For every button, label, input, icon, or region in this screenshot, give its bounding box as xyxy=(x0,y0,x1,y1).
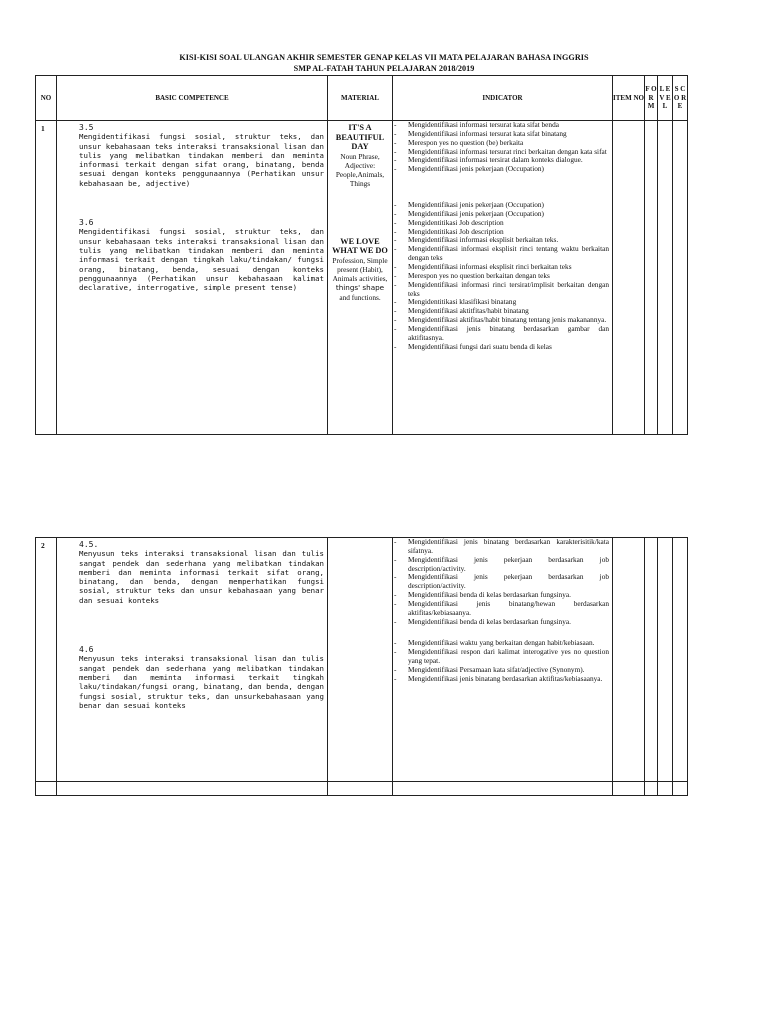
header-row xyxy=(36,76,688,121)
row-number: 1 xyxy=(36,121,57,435)
indicator-item: - Merespon yes no question berkaitan dengan teks xyxy=(393,272,609,281)
document-title: KISI-KISI SOAL ULANGAN AKHIR SEMESTER GENAP KELAS VII MATA PELAJARAN BAHASA INGGRIS xyxy=(179,53,589,62)
indicator-item: - Mengidentifikasi jenis binatang/hewan berdasarkan aktifitas/kebiasaanya. xyxy=(393,600,609,618)
document-subtitle: SMP AL-FATAH TAHUN PELAJARAN 2018/2019 xyxy=(293,64,475,73)
indicator-item: - Mengidentifikasi informasi tersurat kata sifat binatang xyxy=(393,130,609,139)
material-cell xyxy=(328,538,393,782)
header-no: NO xyxy=(36,76,57,121)
table-row-empty xyxy=(36,782,688,796)
indicator-item: - Mengidentifikasi respon dari kalimat interogative yes no question yang tepat. xyxy=(393,648,609,666)
level-cell xyxy=(658,538,673,782)
score-cell xyxy=(673,121,688,435)
grid-table-1 xyxy=(35,75,688,435)
indicator-item: - Mengidentitikasi Job description xyxy=(393,219,609,228)
indicator-item: - Mengidentifikasi informasi tersurat kata sifat benda xyxy=(393,121,609,130)
material-title: WE LOVE WHAT WE DO xyxy=(332,236,388,256)
material-handwritten-note: things' shape xyxy=(335,283,385,293)
basic-competence-cell xyxy=(57,121,328,435)
grid-table-2 xyxy=(35,537,688,796)
indicator-item: - Mengidentifikasi fungsi dari suatu benda di kelas xyxy=(393,343,609,352)
competence-text: Menyusun teks interaksi transaksional lisan dan tulis sangat pendek dan sederhana yang melibatkan tindakan memberi dan meminta informasi terkait tingkah laku/tindakan/fungsi orang, binatang, dan benda, dengan fungsi sosial, struktur teks, dan unsurkebahasaan yang benar dan sesuai konteks xyxy=(79,654,324,710)
competence-text: Mengidentifikasi fungsi sosial, struktur teks, dan unsur kebahasaan teks interaksi transaksional lisan dan tulis yang melibatkan tindakan memberi dan meminta informasi terkait dengan sifat orang, binatang, benda sesuai dengan konteks penggunaannya (Perhatikan unsur kebahasaan be, adjective) xyxy=(79,132,324,188)
indicator-item: - Mengidentifikasi jenis pekerjaan (Occupation) xyxy=(393,165,609,174)
header-basic-competence: BASIC COMPETENCE xyxy=(57,76,328,121)
indicator-item: - Mengidentifikasi jenis binatang berdasarkan karakterisitik/kata sifatnya. xyxy=(393,538,609,556)
competence-code: 3.6 xyxy=(79,218,94,228)
score-cell xyxy=(673,538,688,782)
form-cell xyxy=(645,538,658,782)
material-text: and functions. xyxy=(339,292,381,302)
table-row xyxy=(36,538,688,782)
competence-code: 3.5 xyxy=(79,123,94,132)
indicator-item: - Mengidentifikasi Persamaan kata sifat/adjective (Synonym). xyxy=(393,666,609,675)
indicator-item: - Mengidentifikasi jenis binatang berdasarkan gambar dan aktifitasnya. xyxy=(393,325,609,343)
indicator-item: - Mengidentifikasi informasi eksplisit rinci tentang waktu berkaitan dengan teks xyxy=(393,245,609,263)
indicator-item: - Mengidentifikasi benda di kelas berdasarkan fungsinya. xyxy=(393,591,609,600)
header-score: S C O R E xyxy=(673,76,688,121)
level-cell xyxy=(658,121,673,435)
header-material: MATERIAL xyxy=(328,76,393,121)
header-item-no: ITEM NO xyxy=(613,76,645,121)
indicator-cell xyxy=(393,121,613,435)
indicator-item: - Mengidentifikasi informasi eksplisit berkaitan teks. xyxy=(393,236,609,245)
item-no-cell xyxy=(613,538,645,782)
competence-code: 4.5. xyxy=(79,540,99,549)
indicator-item: - Mengidentifikasi jenis pekerjaan berdasarkan job description/activity. xyxy=(393,573,609,591)
indicator-item: - Mengidentifikasi aktifitas/habit binatang tentang jenis makanannya. xyxy=(393,316,609,325)
material-text: Noun Phrase, Adjective: People,Animals, Things xyxy=(335,151,385,189)
form-cell xyxy=(645,121,658,435)
basic-competence-cell xyxy=(57,538,328,782)
table-row xyxy=(36,121,688,435)
indicator-cell xyxy=(393,538,613,782)
item-no-cell xyxy=(613,121,645,435)
row-number: 2 xyxy=(36,538,57,782)
indicator-item: - Mengidentifikasi informasi tersirat dalam konteks dialogue. xyxy=(393,156,609,165)
competence-text: Mengidentifikasi fungsi sosial, struktur teks, dan unsur kebahasaan teks interaksi transaksional lisan dan tulis yang melibatkan tindakan memberi dan meminta informasi terkait dengan tingkah laku/tindakan/ fungsi orang, binatang, benda, sesuai dengan konteks penggunaannya (Perhatikan unsur kebahasaan kalimat declarative, interrogative, simple present tense) xyxy=(79,227,324,293)
material-cell xyxy=(328,121,393,435)
indicator-item: - Mengidentifikasi jenis pekerjaan berdasarkan job description/activity. xyxy=(393,556,609,574)
header-indicator: INDICATOR xyxy=(393,76,613,121)
material-text: Profession, Simple present (Habit), Animals activities, xyxy=(332,255,388,284)
indicator-item: - Mengidentifikasi jenis pekerjaan (Occupation) xyxy=(393,210,609,219)
indicator-item: - Mengidentifikasi informasi tersurat rinci berkaitan dengan kata sifat xyxy=(393,148,609,157)
indicator-item: - Mengidentifikasi informasi eksplisit rinci berkaitan teks xyxy=(393,263,609,272)
header-form: F O R M xyxy=(645,76,658,121)
competence-code: 4.6 xyxy=(79,645,94,655)
indicator-item: - Mengidentitikasi Job description xyxy=(393,228,609,237)
header-level: L E V E L xyxy=(658,76,673,121)
indicator-item: - Merespon yes no question (be) berkaita xyxy=(393,139,609,148)
indicator-item: - Mengidentifikasi benda di kelas berdasarkan fungsinya. xyxy=(393,618,609,627)
indicator-item: - Mengidentitikasi klasifikasi binatang xyxy=(393,298,609,307)
indicator-item: - Mengidentifikasi waktu yang berkaitan dengan habit/kebiasaan. xyxy=(393,639,609,648)
indicator-item: - Mengidentifikasi jenis binatang berdasarkan aktifitas/kebiasaanya. xyxy=(393,675,609,684)
indicator-item: - Mengidentifikasi informasi rinci tersirat/implisit berkaitan dengan teks xyxy=(393,281,609,299)
material-title: IT'S A BEAUTIFUL DAY xyxy=(335,123,385,152)
competence-text: Menyusun teks interaksi transaksional lisan dan tulis sangat pendek dan sederhana yang melibatkan tindakan memberi dan meminta informasi terkait sifat orang, binatang, dan benda, dengan memperhatikan fungsi sosial, struktur teks dan unsur kebahasaan yang benar dan sesuai konteks xyxy=(79,549,324,605)
indicator-item: - Mengidentifikasi jenis pekerjaan (Occupation) xyxy=(393,201,609,210)
indicator-item: - Mengidentifikasi aktitfitas/habit binatang xyxy=(393,307,609,316)
